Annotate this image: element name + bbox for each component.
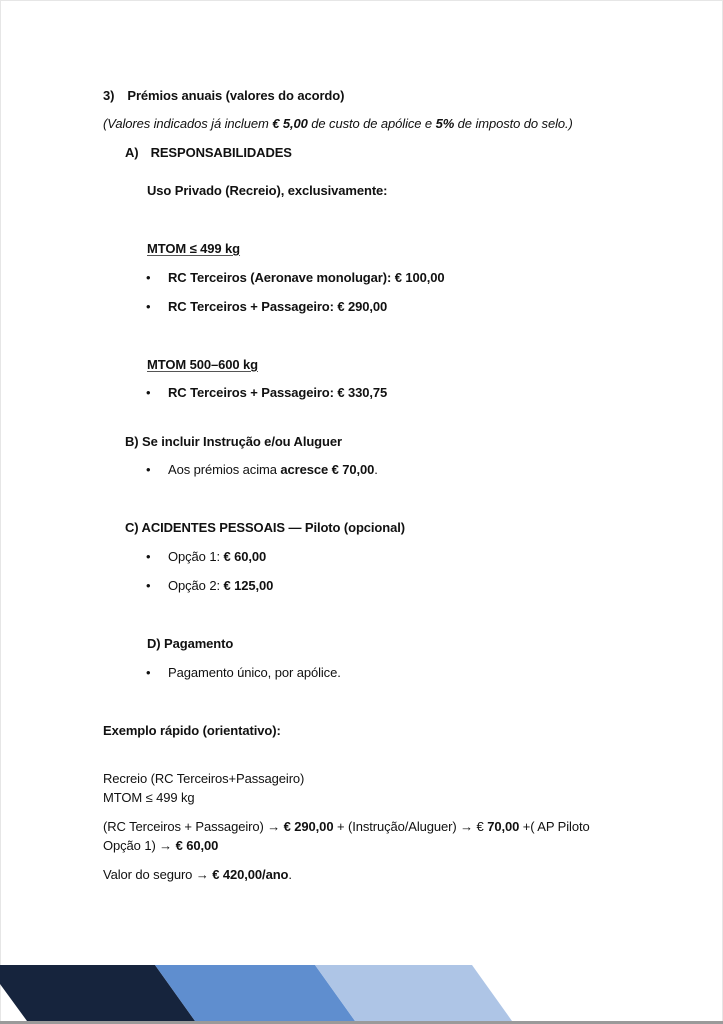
mtom-group-2-title: MTOM 500–600 kg: [147, 357, 258, 372]
mtom-group-1-title: MTOM ≤ 499 kg: [147, 241, 241, 256]
subsection-b-heading: B) Se incluir Instrução e/ou Aluguer: [125, 434, 342, 449]
total-label: Valor do seguro →: [103, 867, 213, 882]
usage-text: Uso Privado (Recreio), exclusivamente:: [147, 183, 388, 198]
calc-text: +( AP Piloto: [519, 819, 590, 834]
list-item: Pagamento único, por apólice.: [168, 665, 341, 680]
list-item: [168, 549, 266, 565]
subsection-a-label: A): [125, 145, 139, 160]
footer-decoration: [0, 965, 723, 1021]
bullet-icon: •: [146, 665, 151, 680]
example-line: MTOM ≤ 499 kg: [103, 790, 195, 805]
example-line: Recreio (RC Terceiros+Passageiro): [103, 771, 305, 786]
item-amount: acresce € 70,00: [280, 462, 375, 477]
section-number: 3): [103, 88, 115, 103]
list-item: [168, 578, 273, 594]
subsection-c-heading: C) ACIDENTES PESSOAIS — Piloto (opcional): [125, 520, 405, 535]
option-value: € 125,00: [223, 578, 274, 593]
subsection-a-heading: [125, 145, 292, 161]
calc-text: (RC Terceiros + Passageiro) →: [103, 819, 284, 834]
calc-text: + (Instrução/Aluguer) → €: [333, 819, 488, 834]
bullet-icon: •: [146, 549, 151, 564]
bullet-icon: •: [146, 462, 151, 477]
total-text: .: [288, 867, 292, 882]
note-text: de imposto do selo.): [454, 116, 573, 131]
section-title: Prémios anuais (valores do acordo): [127, 88, 345, 103]
total-value: € 420,00/ano: [212, 867, 289, 882]
item-text: .: [374, 462, 378, 477]
example-calc-line-1: [103, 819, 590, 835]
option-label: Opção 2:: [168, 578, 224, 593]
list-item: RC Terceiros + Passageiro: € 290,00: [168, 299, 388, 314]
bullet-icon: •: [146, 578, 151, 593]
option-value: € 60,00: [223, 549, 267, 564]
note-fee: € 5,00: [272, 116, 308, 131]
item-text: Aos prémios acima: [168, 462, 281, 477]
calc-text: Opção 1) →: [103, 838, 176, 853]
note-text: de custo de apólice e: [307, 116, 436, 131]
calc-value: € 290,00: [283, 819, 334, 834]
calc-value: € 60,00: [175, 838, 219, 853]
option-label: Opção 1:: [168, 549, 224, 564]
bullet-icon: •: [146, 270, 151, 285]
subsection-a-title: RESPONSABILIDADES: [150, 145, 292, 160]
list-item: RC Terceiros + Passageiro: € 330,75: [168, 385, 388, 400]
subsection-d-heading: D) Pagamento: [147, 636, 234, 651]
note-tax: 5%: [435, 116, 455, 131]
note-text: (Valores indicados já incluem: [103, 116, 273, 131]
example-total: [103, 867, 292, 883]
section-heading: [103, 88, 344, 104]
list-item: [168, 462, 378, 478]
calc-value: 70,00: [487, 819, 520, 834]
example-heading: Exemplo rápido (orientativo):: [103, 723, 281, 738]
list-item: RC Terceiros (Aeronave monolugar): € 100,00: [168, 270, 445, 285]
bullet-icon: •: [146, 299, 151, 314]
section-note: [103, 116, 573, 132]
example-calc-line-2: [103, 838, 218, 854]
bullet-icon: •: [146, 385, 151, 400]
